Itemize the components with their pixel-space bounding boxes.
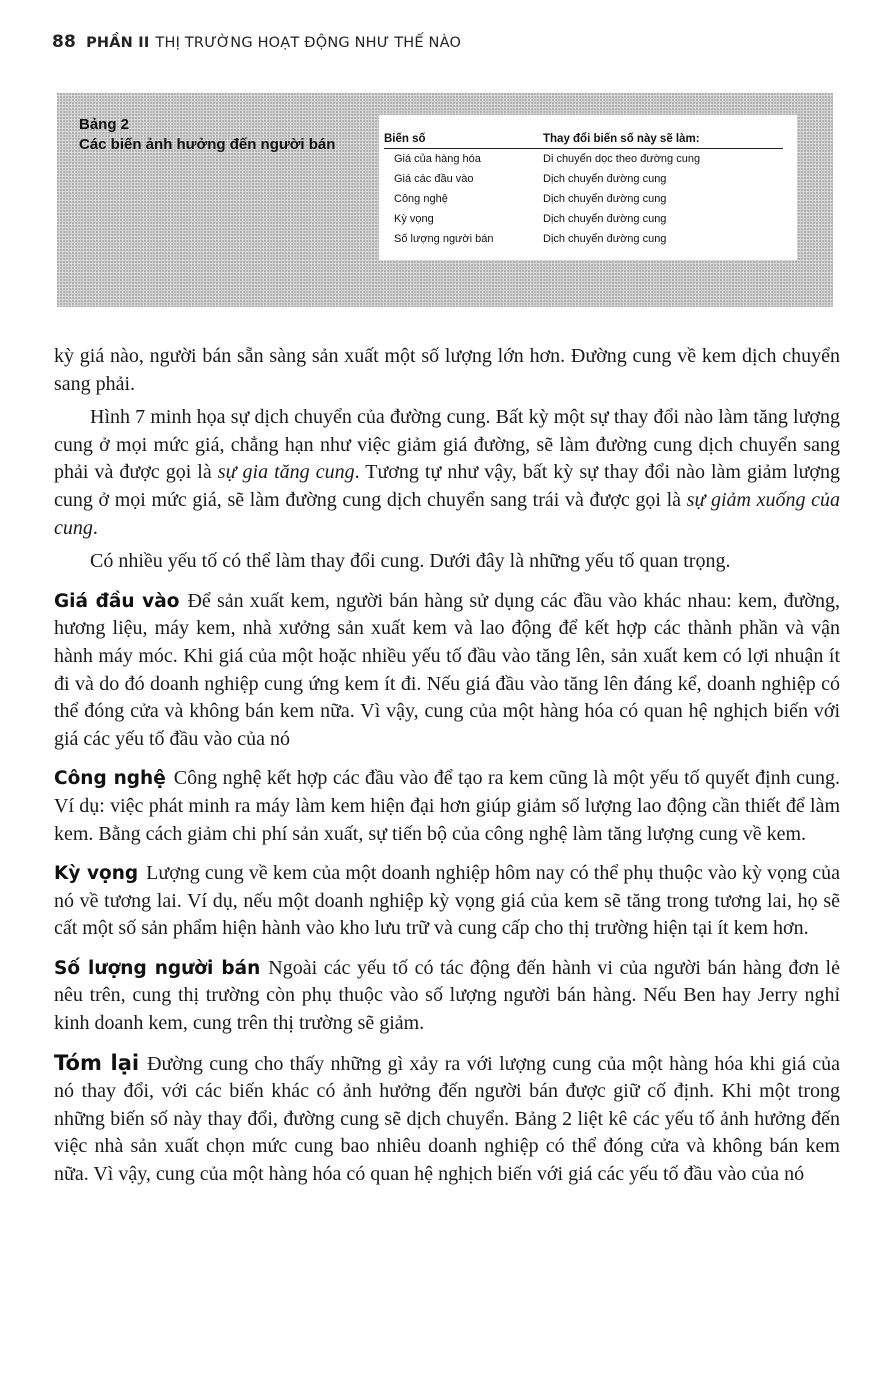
section-expectations bbox=[54, 860, 840, 943]
paragraph-continuation: kỳ giá nào, người bán sẵn sàng sản xuất một số lượng lớn hơn. Đường cung về kem dịch chuyển sang phải. bbox=[54, 345, 840, 395]
table-caption bbox=[79, 115, 335, 155]
section-heading: Kỳ vọng bbox=[54, 863, 139, 885]
table-panel bbox=[379, 115, 797, 260]
table-row bbox=[384, 213, 783, 231]
section-text: Để sản xuất kem, người bán hàng sử dụng các đầu vào khác nhau: kem, đường, hương liệu, máy kem, nhà xưởng sản xuất kem và lao động để kết hợp các thành phần và vận hành máy móc. Khi giá của một hoặc nhiều yếu tố đầu vào tăng lên, sản xuất kem có lợi nhuận ít đi và do đó doanh nghiệp cung ứng kem ít đi. Nếu giá đầu vào tăng lên đáng kể, doanh nghiệp có thể đóng cửa và không bán kem nữa. Vì vậy, cung của một hàng hóa có quan hệ nghịch biến với giá các yếu tố đầu vào của nó bbox=[54, 589, 840, 750]
table-row bbox=[384, 173, 783, 191]
table-title: Các biến ảnh hưởng đến người bán bbox=[79, 136, 336, 153]
page-number: 88 bbox=[52, 32, 77, 52]
row-effect: Dịch chuyển đường cung bbox=[543, 213, 667, 225]
row-effect: Dịch chuyển đường cung bbox=[543, 193, 667, 205]
paragraph-text: . Tương tự như vậy, bất kỳ sự thay đổi nào làm giảm lượng cung ở mọi mức giá, sẽ làm đường cung dịch chuyển sang trái và được gọi là bbox=[54, 461, 841, 511]
section-text: Lượng cung về kem của một doanh nghiệp hôm nay có thể phụ thuộc vào kỳ vọng của nó về tương lai. Ví dụ, nếu một doanh nghiệp kỳ vọng giá của kem sẽ tăng trong tương lai, họ sẽ cất một số sản phẩm hiện hành vào kho lưu trữ và cung cấp cho thị trường hiện tại ít kem hơn. bbox=[54, 862, 840, 940]
row-effect: Di chuyển dọc theo đường cung bbox=[543, 153, 701, 165]
chapter-title: THỊ TRƯỜNG HOẠT ĐỘNG NHƯ THẾ NÀO bbox=[155, 35, 462, 51]
paragraph-supply-shift bbox=[54, 404, 840, 542]
paragraph-factors-intro: Có nhiều yếu tố có thể làm thay đổi cung. Dưới đây là những yếu tố quan trọng. bbox=[90, 550, 731, 573]
table-label: Bảng 2 bbox=[79, 116, 130, 133]
row-variable: Giá của hàng hóa bbox=[394, 153, 481, 165]
body-text bbox=[54, 343, 840, 1189]
row-effect: Dịch chuyển đường cung bbox=[543, 233, 667, 245]
section-heading: Tóm lại bbox=[54, 1050, 140, 1075]
table-2-box bbox=[57, 93, 833, 307]
section-input-prices bbox=[54, 588, 840, 754]
paragraph-text: . bbox=[92, 516, 98, 539]
header-variable: Biến số bbox=[384, 133, 426, 145]
row-variable: Số lượng người bán bbox=[394, 233, 494, 245]
emphasis-supply-decrease: sự giảm xuống của cung bbox=[54, 488, 841, 539]
table-row bbox=[384, 193, 783, 211]
section-number-of-sellers bbox=[54, 955, 840, 1038]
section-heading: Công nghệ bbox=[54, 768, 166, 790]
section-technology bbox=[54, 765, 840, 848]
row-effect: Dịch chuyển đường cung bbox=[543, 173, 667, 185]
section-heading: Số lượng người bán bbox=[54, 957, 261, 979]
table-row bbox=[384, 153, 783, 171]
header-effect: Thay đổi biến số này sẽ làm: bbox=[543, 133, 700, 145]
section-text: Ngoài các yếu tố có tác động đến hành vi của người bán hàng đơn lẻ nêu trên, cung thị trường còn phụ thuộc vào số lượng người bán hàng. Nếu Ben hay Jerry nghỉ kinh doanh kem, cung trên thị trường sẽ giảm. bbox=[54, 956, 840, 1035]
table-row bbox=[384, 233, 783, 251]
paragraph-text: Hình 7 minh họa sự dịch chuyển của đường cung. Bất kỳ một sự thay đổi nào làm tăng lượng cung ở mọi mức giá, chẳng hạn như việc giảm giá đường, sẽ làm đường cung dịch chuyển sang phải và được gọi là bbox=[54, 406, 840, 484]
section-text: Đường cung cho thấy những gì xảy ra với lượng cung của một hàng hóa khi giá của nó thay đổi, với các biến khác có ảnh hưởng đến người bán được giữ cố định. Khi một trong những biến số này thay đổi, đường cung sẽ dịch chuyển. Bảng 2 liệt kê các yếu tố ảnh hưởng đến việc nhà sản xuất chọn mức cung bao nhiêu doanh nghiệp có thể đóng cửa và không bán kem nữa. Vì vậy, cung của một hàng hóa có quan hệ nghịch biến với giá các yếu tố đầu vào của nó bbox=[54, 1052, 840, 1186]
section-summary bbox=[54, 1050, 840, 1189]
row-variable: Công nghệ bbox=[394, 193, 448, 205]
emphasis-supply-increase: sự gia tăng cung bbox=[217, 461, 355, 484]
row-variable: Giá các đầu vào bbox=[394, 173, 474, 185]
part-label: PHẦN II bbox=[86, 35, 150, 51]
table-header-row bbox=[384, 133, 783, 149]
section-heading: Giá đầu vào bbox=[54, 590, 180, 612]
running-header bbox=[52, 32, 461, 52]
row-variable: Kỳ vọng bbox=[394, 213, 434, 225]
section-text: Công nghệ kết hợp các đầu vào để tạo ra kem cũng là một yếu tố quyết định cung. Ví dụ: việc phát minh ra máy làm kem hiện đại hơn giúp giảm số lượng lao động cần thiết để làm kem. Bằng cách giảm chi phí sản xuất, sự tiến bộ của công nghệ làm tăng lượng cung về kem. bbox=[54, 767, 840, 845]
